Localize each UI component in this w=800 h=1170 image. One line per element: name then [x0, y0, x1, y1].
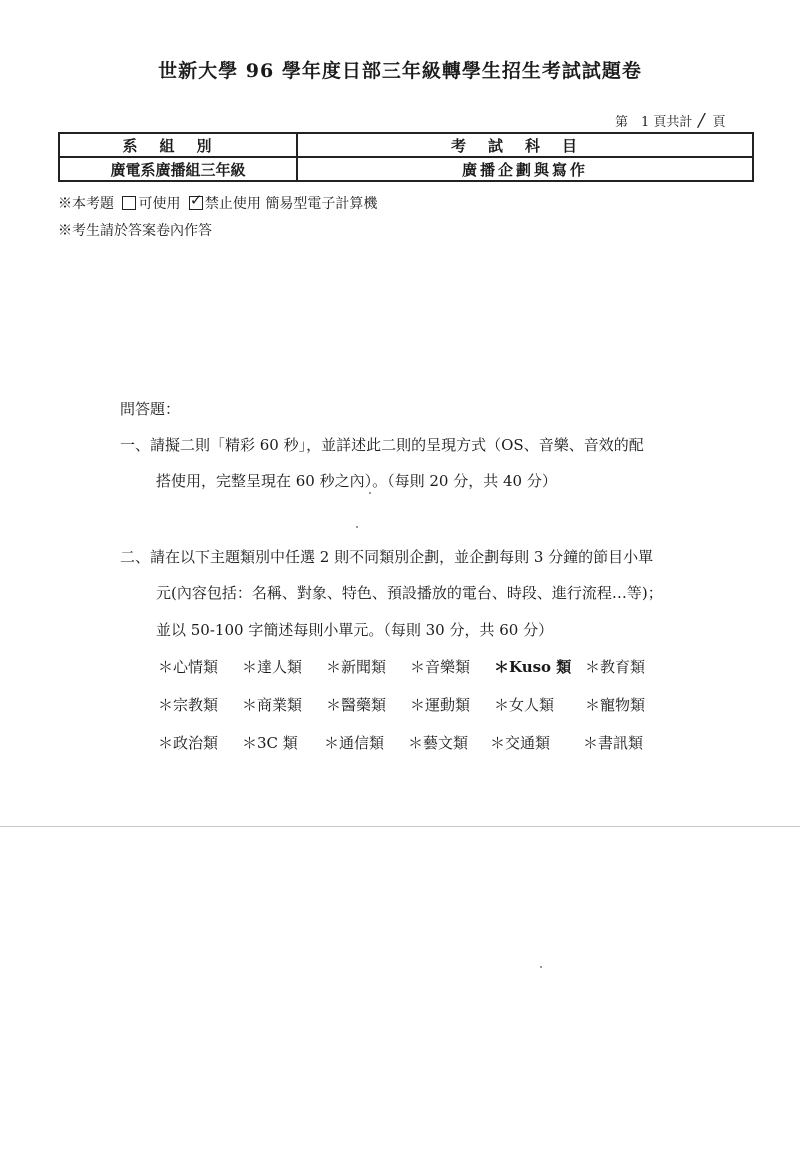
department-header: [59, 133, 297, 157]
category-item: ＊藝文類: [408, 734, 469, 752]
department-value: 廣電系廣播組三年級: [59, 157, 297, 181]
question-2-line-3: 並以 50-100 字簡述每則小單元。（每則 30 分，共 60 分）: [156, 621, 554, 639]
exam-title: 世新大學 96 學年度日部三年級轉學生招生考試試題卷: [158, 60, 642, 82]
forbidden-label: 禁止使用: [204, 196, 261, 212]
category-item: ＊教育類: [585, 658, 646, 676]
question-2-line-2: 元(內容包括：名稱、對象、特色、預設播放的電台、時段、進行流程…等)；: [156, 584, 663, 602]
allowed-label: 可使用: [138, 196, 181, 212]
subject-value-label: 廣播企劃與寫作: [461, 160, 588, 179]
category-item: ＊宗教類: [158, 696, 219, 714]
header-row: [59, 133, 753, 157]
subject-header: [297, 133, 753, 157]
page-count-suffix: 頁: [712, 115, 726, 130]
calculator-note-suffix: 簡易型電子計算機: [265, 196, 378, 212]
category-item: ＊心情類: [158, 658, 219, 676]
department-header-label: 系組別: [122, 136, 234, 155]
scan-artifact-line: [0, 826, 800, 827]
category-item: ＊運動類: [410, 696, 471, 714]
scan-speck: [356, 526, 358, 528]
calculator-note: [58, 193, 377, 213]
category-item: ＊寵物類: [585, 696, 646, 714]
scan-speck: [369, 492, 371, 494]
category-item: ＊Kuso 類: [494, 658, 572, 676]
forbidden-checkbox-checked: [189, 196, 203, 210]
question-2-line-1: 二、請在以下主題類別中任選 2 則不同類別企劃，並企劃每則 3 分鐘的節目小單: [120, 548, 654, 566]
section-heading: 問答題：: [120, 400, 181, 418]
category-item: ＊達人類: [242, 658, 303, 676]
category-item: ＊女人類: [494, 696, 555, 714]
subject-header-label: 考試科目: [450, 136, 599, 155]
page-total-mark: /: [698, 110, 705, 131]
category-item: ＊醫藥類: [326, 696, 387, 714]
page-count: [615, 110, 726, 131]
category-item: ＊3C 類: [242, 734, 298, 752]
category-item: ＊政治類: [158, 734, 219, 752]
question-1-line-1: 一、請擬二則「精彩 60 秒」，並詳述此二則的呈現方式（OS、音樂、音效的配: [120, 436, 644, 454]
exam-header-table: [58, 132, 754, 182]
category-item: ＊商業類: [242, 696, 303, 714]
answer-sheet-note: ※考生請於答案卷內作答: [58, 223, 212, 239]
category-item: ＊書訊類: [583, 734, 644, 752]
category-item: ＊通信類: [324, 734, 385, 752]
category-item: ＊交通類: [490, 734, 551, 752]
subject-value: [297, 157, 753, 181]
allowed-checkbox: [122, 196, 136, 210]
question-1-line-2: 搭使用，完整呈現在 60 秒之內）。（每則 20 分，共 40 分）: [156, 472, 557, 490]
category-item: ＊音樂類: [410, 658, 471, 676]
value-row: [59, 157, 753, 181]
calculator-note-prefix: ※本考題: [58, 196, 114, 212]
page-count-prefix: 第 1 頁共計: [615, 115, 693, 130]
category-item: ＊新聞類: [326, 658, 387, 676]
scan-speck: [540, 966, 542, 968]
